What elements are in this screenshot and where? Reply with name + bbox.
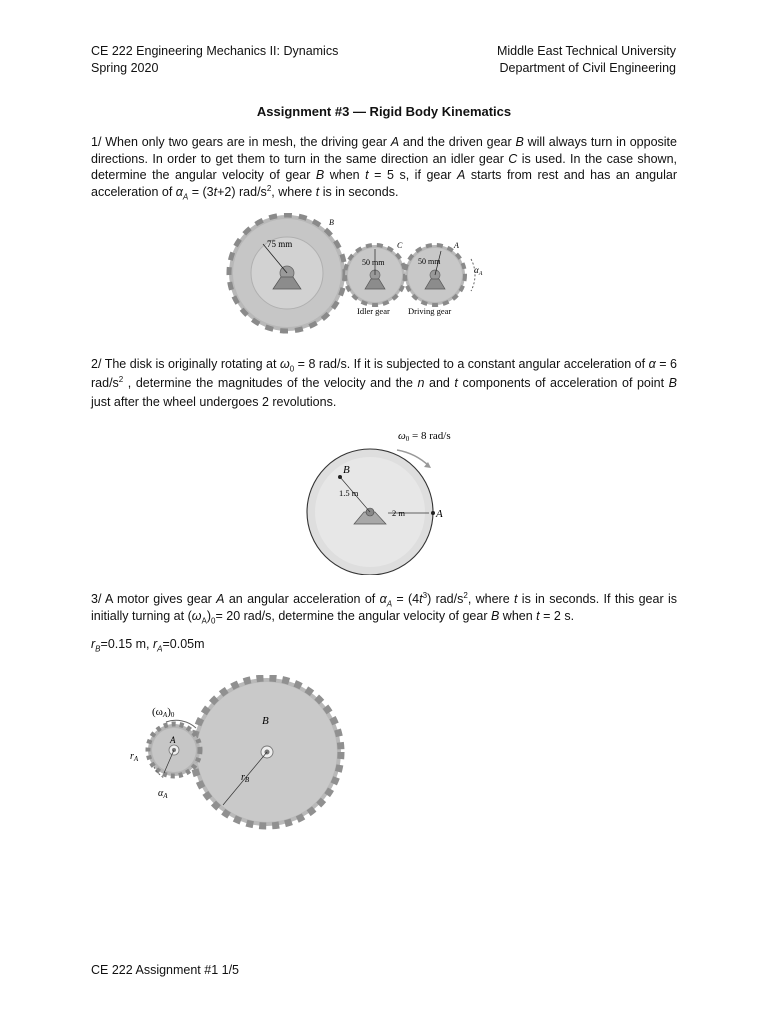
header-right — [497, 43, 676, 77]
problem-3-text: 3/ A motor gives gear A an angular acceleration of $\alpha_A = (4t^3)$ rad/$s^2$, where t is in seconds. If this gear is initially turning at $(\omega_A)_0= 20$ rad/s, determine the angular velocity of gear B when t = 2 s. — [91, 590, 677, 625]
gear-b-large-shape — [193, 678, 341, 826]
point-a-label: A — [436, 508, 443, 520]
rotating-disk-figure — [300, 420, 470, 575]
gear-b-label: B — [262, 715, 269, 727]
radius-a-label: $r_A$ — [130, 751, 139, 763]
gear-c-shape — [345, 245, 405, 305]
course-name: CE 222 Engineering Mechanics II: Dynamics — [91, 44, 339, 58]
page-footer: CE 222 Assignment #1 1/5 — [91, 963, 240, 977]
gear-train-figure — [225, 213, 490, 348]
point-b-label: B — [343, 464, 350, 476]
radius-a-label: 50 mm — [418, 257, 441, 266]
gear-b-label: B — [329, 218, 334, 227]
motor-gear-figure — [120, 675, 355, 835]
radius-c-label: 50 mm — [362, 258, 385, 267]
omega-zero-label: ω0 = 8 rad/s — [398, 430, 451, 443]
term: Spring 2020 — [91, 61, 159, 75]
gear-a-small-shape — [148, 724, 200, 776]
dimension-1-5m: 1.5 m — [339, 488, 359, 498]
gear-b-shape — [229, 215, 345, 331]
header-left — [91, 43, 338, 77]
gear-a-shape — [405, 245, 465, 305]
alpha-a-label: $\alpha_A$ — [474, 265, 483, 277]
university-name: Middle East Technical University — [496, 44, 676, 58]
department-name: Department of Civil Engineering — [499, 61, 676, 75]
dimension-2m: 2 m — [392, 508, 405, 518]
problem-3-radii: $r_B=0.15$ m, $r_A=0.05m$ — [91, 637, 205, 654]
problem-2-text: 2/ The disk is originally rotating at $\omega_0 = 8$ rad/s. If it is subjected to a constant angular acceleration of α = 6 rad/$s^2$ , determine the magnitudes of the velocity and the n and t components of acceleration of point B just after the wheel undergoes 2 revolutions. — [91, 357, 677, 409]
assignment-title: Assignment #3 — Rigid Body Kinematics — [256, 104, 512, 119]
alpha-a-label: $\alpha_A$ — [158, 788, 168, 800]
gear-a-label: A — [454, 241, 459, 250]
gear-c-label: C — [397, 241, 403, 250]
problem-1-text: 1/ When only two gears are in mesh, the driving gear A and the driven gear B will always turn in opposite directions. In order to get them to turn in the same direction an idler gear C is used. In the case shown, determine the angular velocity of gear B when t = 5 s, if gear A starts from rest and has an angular acceleration of $\alpha_A = (3t+2)$ rad/$s^2$, where t is in seconds. — [91, 135, 677, 201]
omega-a-zero-label: (ωA)0 — [152, 706, 175, 719]
driving-gear-label: Driving gear — [408, 306, 452, 316]
gear-a-label: A — [170, 735, 176, 745]
radius-b-label: $r_B$ — [241, 772, 250, 784]
idler-gear-label: Idler gear — [357, 306, 390, 316]
radius-b-label: 75 mm — [267, 239, 293, 249]
